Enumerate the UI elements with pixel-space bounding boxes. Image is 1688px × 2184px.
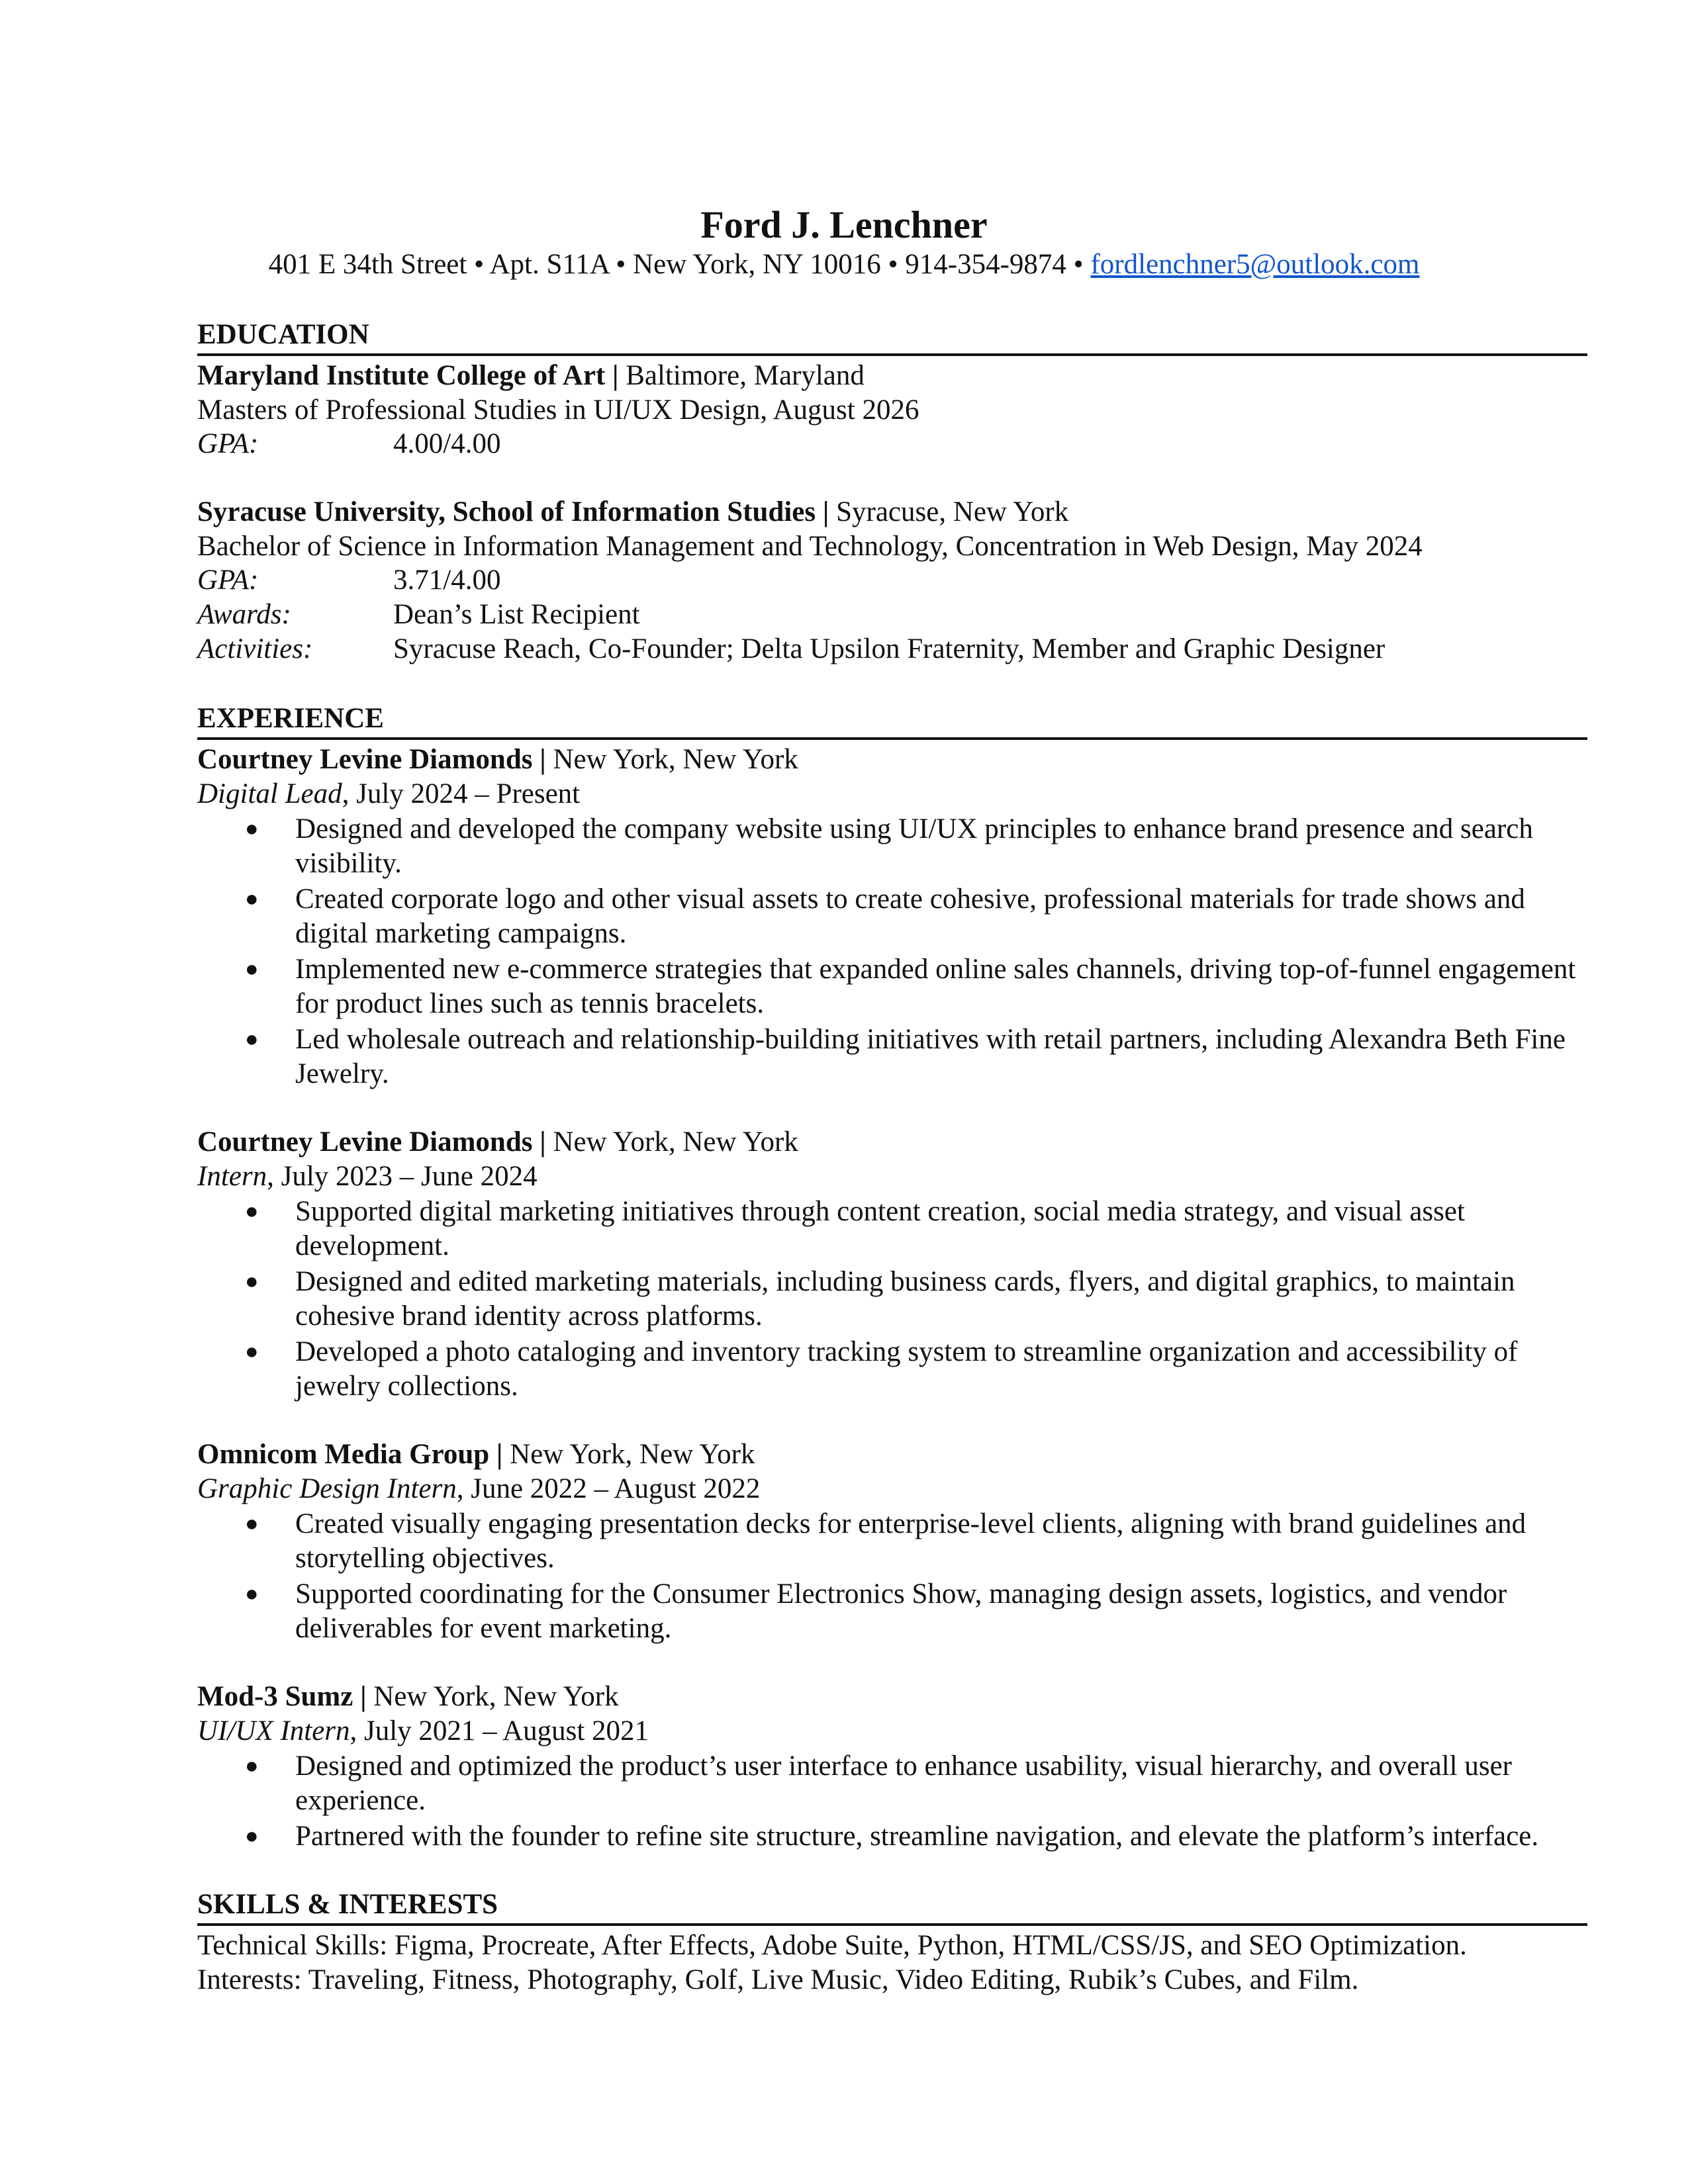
job-2-separator: | (532, 1126, 553, 1158)
bullet-text: Designed and developed the company website using UI/UX principles to enhance brand presence and search visibility. (295, 813, 1533, 879)
job-2-role-line (197, 1160, 538, 1194)
school-2-activities-label: Activities: (197, 633, 313, 664)
school-2-location: Syracuse, New York (836, 496, 1069, 527)
job-1-separator: | (532, 744, 553, 775)
bullet-icon: ● (245, 1199, 259, 1224)
school-1-header (197, 359, 865, 393)
job-4-separator: | (353, 1681, 374, 1712)
job-4-dates: , July 2021 – August 2021 (350, 1715, 649, 1747)
school-1-degree: Masters of Professional Studies in UI/UX Design, August 2026 (197, 394, 919, 426)
job-2-location: New York, New York (553, 1126, 798, 1158)
bullet-icon: ● (245, 1512, 259, 1536)
bullet-text: Designed and edited marketing materials, including business cards, flyers, and digital graphics, to maintain cohesive brand identity across platforms. (295, 1266, 1515, 1332)
job-1-header (197, 743, 798, 777)
bullet-text: Created visually engaging presentation decks for enterprise-level clients, aligning with brand guidelines and storytelling objectives. (295, 1508, 1526, 1574)
job-3-company: Omnicom Media Group (197, 1439, 490, 1470)
job-3-dates: , June 2022 – August 2022 (456, 1473, 761, 1504)
bullet-text: Created corporate logo and other visual assets to create cohesive, professional materials for trade shows and digital marketing campaigns. (295, 884, 1525, 949)
bullet-text: Supported digital marketing initiatives through content creation, social media strategy, and visual asset development. (295, 1196, 1465, 1261)
applicant-name: Ford J. Lenchner (700, 203, 988, 246)
job-4-location: New York, New York (373, 1681, 619, 1712)
school-2-separator: | (816, 496, 837, 527)
job-3-role-line (197, 1472, 760, 1506)
school-1-gpa-label: GPA: (197, 428, 259, 459)
bullet-icon: ● (245, 817, 259, 841)
bullet-text: Led wholesale outreach and relationship-building initiatives with retail partners, including Alexandra Beth Fine Jewelry. (295, 1024, 1566, 1089)
school-2-awards-label: Awards: (197, 599, 291, 630)
bullet-text: Designed and optimized the product’s user interface to enhance usability, visual hierarchy, and overall user experience. (295, 1751, 1512, 1816)
bullet-icon: ● (245, 1754, 259, 1778)
school-2-header (197, 495, 1068, 529)
job-4-company: Mod-3 Sumz (197, 1681, 353, 1712)
school-2-gpa-label: GPA: (197, 565, 259, 596)
bullet-icon: ● (245, 957, 259, 981)
school-2-activities-value: Syracuse Reach, Co-Founder; Delta Upsilon Fraternity, Member and Graphic Designer (393, 633, 1385, 664)
job-2-header (197, 1125, 798, 1160)
job-1-company: Courtney Levine Diamonds (197, 744, 533, 775)
email-link[interactable]: fordlenchner5@outlook.com (1090, 249, 1420, 280)
skills-heading: SKILLS & INTERESTS (197, 1886, 1587, 1926)
job-1-role: Digital Lead (197, 778, 342, 809)
experience-heading: EXPERIENCE (197, 700, 1587, 740)
job-3-location: New York, New York (510, 1439, 755, 1470)
job-2-dates: , July 2023 – June 2024 (267, 1161, 538, 1192)
job-1-dates: , July 2024 – Present (342, 778, 581, 809)
job-4-role: UI/UX Intern (197, 1715, 350, 1747)
bullet-icon: ● (245, 1824, 259, 1848)
school-2-degree: Bachelor of Science in Information Management and Technology, Concentration in Web Design, May 2024 (197, 531, 1423, 562)
bullet-text: Supported coordinating for the Consumer Electronics Show, managing design assets, logistics, and vendor deliverables for event marketing. (295, 1578, 1507, 1644)
school-1-name: Maryland Institute College of Art (197, 360, 606, 391)
contact-details: 401 E 34th Street • Apt. S11A • New York, NY 10016 • 914-354-9874 • (268, 249, 1091, 280)
school-1-separator: | (605, 360, 626, 391)
interests-line: Interests: Traveling, Fitness, Photography, Golf, Live Music, Video Editing, Rubik’s Cubes, and Film. (197, 1964, 1359, 1995)
bullet-icon: ● (245, 1269, 259, 1294)
job-4-role-line (197, 1714, 649, 1749)
job-2-company: Courtney Levine Diamonds (197, 1126, 533, 1158)
contact-line (0, 245, 1688, 285)
job-1-role-line (197, 777, 580, 811)
education-heading: EDUCATION (197, 316, 1587, 356)
job-3-role: Graphic Design Intern (197, 1473, 457, 1504)
bullet-icon: ● (245, 1027, 259, 1052)
technical-skills-line: Technical Skills: Figma, Procreate, After Effects, Adobe Suite, Python, HTML/CSS/JS, and SEO Optimization. (197, 1930, 1467, 1961)
job-3-header (197, 1437, 755, 1472)
school-1-gpa-value: 4.00/4.00 (393, 428, 501, 459)
bullet-text: Partnered with the founder to refine site structure, streamline navigation, and elevate the platform’s interface. (295, 1821, 1539, 1852)
school-2-gpa-value: 3.71/4.00 (393, 565, 501, 596)
school-1-location: Baltimore, Maryland (626, 360, 865, 391)
bullet-icon: ● (245, 1582, 259, 1606)
bullet-text: Developed a photo cataloging and inventory tracking system to streamline organization and accessibility of jewelry collections. (295, 1336, 1518, 1402)
job-4-header (197, 1680, 619, 1714)
school-2-awards-value: Dean’s List Recipient (393, 599, 640, 630)
school-2-name: Syracuse University, School of Information Studies (197, 496, 816, 527)
bullet-icon: ● (245, 1340, 259, 1364)
job-3-separator: | (489, 1439, 510, 1470)
job-1-location: New York, New York (553, 744, 798, 775)
job-2-role: Intern (197, 1161, 267, 1192)
bullet-text: Implemented new e-commerce strategies that expanded online sales channels, driving top-of-funnel engagement for product lines such as tennis bracelets. (295, 954, 1576, 1019)
bullet-icon: ● (245, 887, 259, 911)
